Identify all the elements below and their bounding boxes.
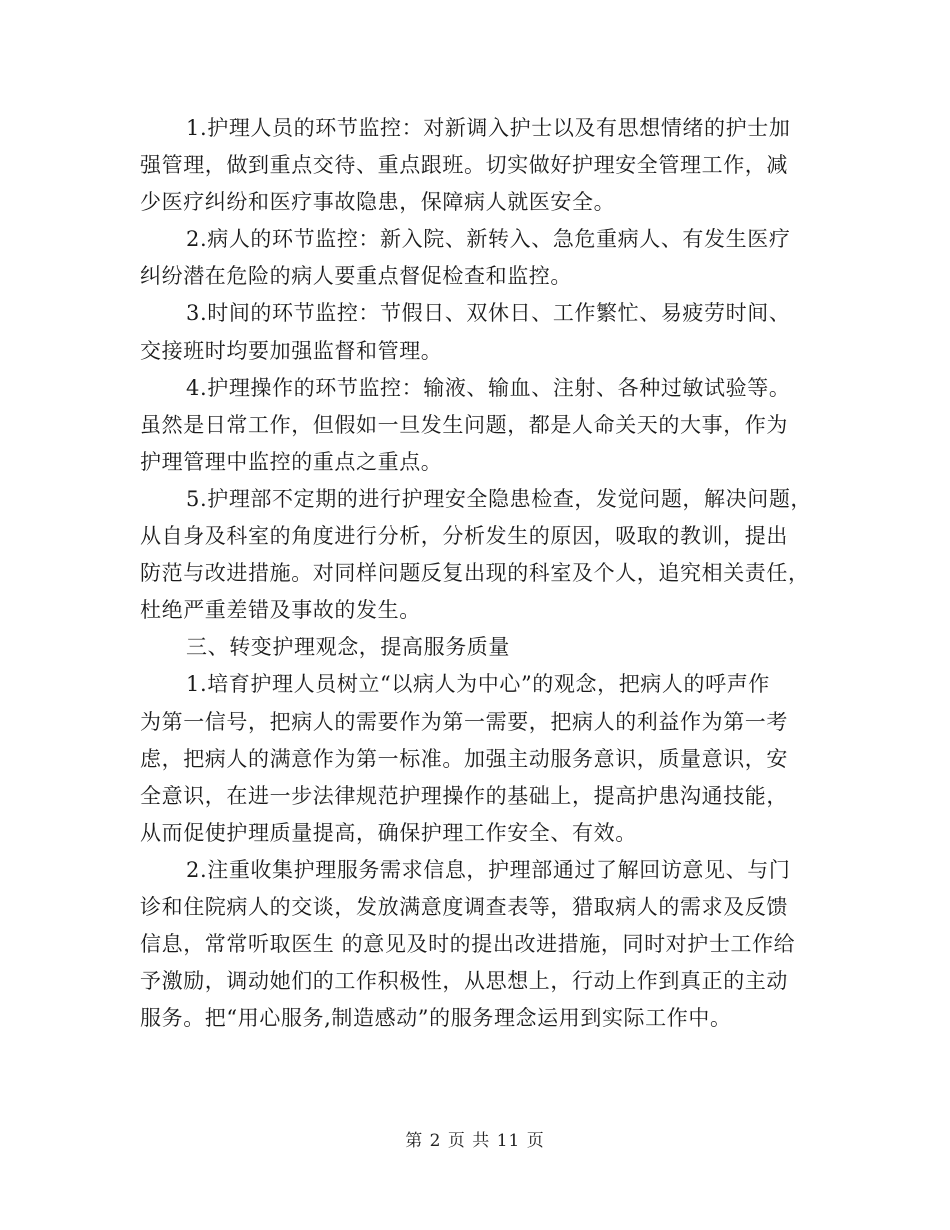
paragraph-7-line-2: 诊和住院病人的交谈，发放满意度调查表等，猎取病人的需求及反馈 — [140, 894, 788, 919]
paragraph-4-line-1: 4.护理操作的环节监控：输液、输血、注射、各种过敏试验等。 — [186, 375, 791, 400]
paragraph-4-line-2: 虽然是日常工作，但假如一旦发生问题，都是人命关天的大事，作为 — [140, 412, 788, 437]
paragraph-5-line-2: 从自身及科室的角度进行分析，分析发生的原因，吸取的教训，提出 — [140, 524, 788, 549]
paragraph-3-line-2: 交接班时均要加强监督和管理。 — [140, 338, 443, 363]
paragraph-6-line-5: 从而促使护理质量提高，确保护理工作安全、有效。 — [140, 820, 637, 845]
paragraph-1-line-1: 1.护理人员的环节监控：对新调入护士以及有思想情绪的护士加 — [186, 116, 791, 140]
paragraph-1-line-2: 强管理，做到重点交待、重点跟班。切实做好护理安全管理工作，减 — [140, 153, 788, 178]
paragraph-6-line-3: 虑，把病人的满意作为第一标准。加强主动服务意识，质量意识，安 — [140, 746, 788, 771]
paragraph-4-line-3: 护理管理中监控的重点之重点。 — [140, 449, 443, 474]
paragraph-2-line-2: 纠纷潜在危险的病人要重点督促检查和监控。 — [140, 264, 572, 289]
paragraph-6-line-4: 全意识，在进一步法律规范护理操作的基础上，提高护患沟通技能， — [140, 783, 788, 808]
page-number-footer: 第 2 页 共 11 页 — [405, 1131, 545, 1151]
paragraph-7-line-1: 2.注重收集护理服务需求信息，护理部通过了解回访意见、与门 — [186, 857, 791, 882]
paragraph-7-line-4: 予激励，调动她们的工作积极性，从思想上，行动上作到真正的主动 — [140, 969, 788, 994]
paragraph-7-line-5: 服务。把“用心服务,制造感动”的服务理念运用到实际工作中。 — [140, 1006, 732, 1031]
section-heading-3: 三、转变护理观念，提高服务质量 — [186, 635, 510, 660]
paragraph-2-line-1: 2.病人的环节监控：新入院、新转入、急危重病人、有发生医疗 — [186, 227, 791, 252]
paragraph-3-line-1: 3.时间的环节监控：节假日、双休日、工作繁忙、易疲劳时间、 — [186, 301, 791, 326]
paragraph-1-line-3: 少医疗纠纷和医疗事故隐患，保障病人就医安全。 — [140, 190, 616, 215]
paragraph-5-line-3: 防范与改进措施。对同样问题反复出现的科室及个人，追究相关责任， — [140, 561, 810, 586]
document-body — [140, 110, 815, 1037]
paragraph-5-line-4: 杜绝严重差错及事故的发生。 — [140, 598, 421, 623]
paragraph-7-line-3: 信息，常常听取医生 的意见及时的提出改进措施，同时对护士工作给 — [140, 932, 796, 957]
paragraph-5-line-1: 5.护理部不定期的进行护理安全隐患检查，发觉问题，解决问题， — [186, 486, 813, 511]
paragraph-6-line-1: 1.培育护理人员树立“以病人为中心”的观念，把病人的呼声作 — [186, 672, 770, 697]
paragraph-6-line-2: 为第一信号，把病人的需要作为第一需要，把病人的利益作为第一考 — [140, 709, 788, 734]
